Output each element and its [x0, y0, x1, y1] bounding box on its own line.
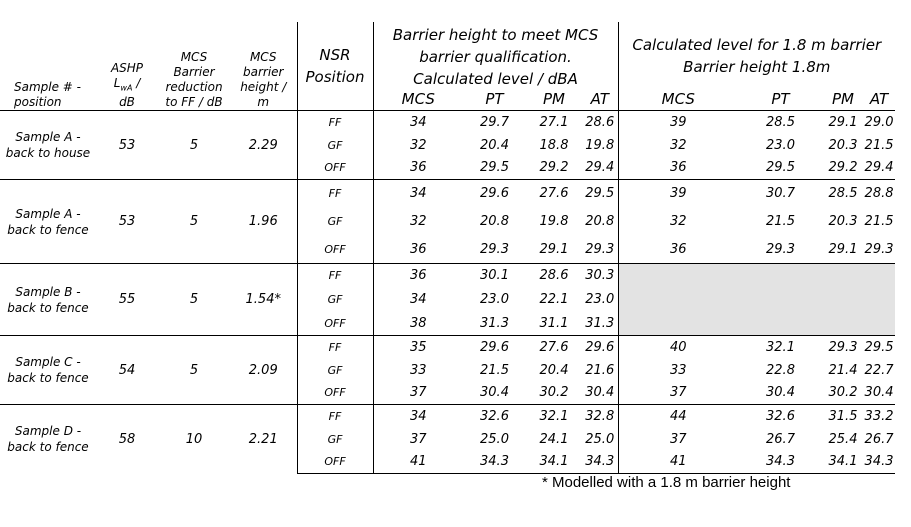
mcs-1-8m-value: 32 [669, 137, 687, 153]
mcs-value: 32 [409, 213, 427, 229]
pm-value: 24.1 [539, 431, 569, 447]
at-value: 29.5 [582, 180, 618, 207]
pt-1-8m-value: 30.7 [738, 180, 823, 207]
pm-1-8m-value: 29.3 [823, 336, 863, 359]
pm-value: 30.2 [539, 385, 569, 401]
pm-1-8m-value: 20.3 [828, 137, 858, 153]
pt-1-8m-value: 28.5 [738, 111, 823, 134]
pm-1-8m-value: 29.2 [828, 160, 858, 176]
at-1-8m-value: 33.2 [863, 405, 895, 428]
table-row [0, 180, 895, 207]
mcs-value: 33 [409, 362, 427, 378]
header-pm: PM [526, 90, 582, 111]
pm-value: 32.1 [526, 405, 582, 428]
table-body [0, 111, 895, 474]
nsr-position: OFF [297, 157, 373, 180]
pm-1-8m-value: 29.1 [828, 241, 858, 257]
pt-1-8m-value: 22.8 [766, 362, 795, 378]
pm-1-8m-value: 34.1 [823, 451, 863, 474]
no-data-shaded-block [618, 264, 895, 336]
barrier-reduction: 5 [158, 336, 230, 405]
mcs-value: 34 [373, 180, 463, 207]
pt-value: 29.5 [480, 160, 509, 176]
pm-value: 20.4 [539, 362, 569, 378]
header-mcs-2: MCS [618, 90, 738, 111]
pt-value: 34.3 [463, 451, 526, 474]
at-value: 30.4 [582, 382, 618, 405]
header-pt-2: PT [738, 90, 823, 111]
header-group-mcs-qualification: Barrier height to meet MCS barrier qualification. Calculated level / dBA [373, 22, 618, 90]
at-value: 23.0 [582, 288, 618, 312]
at-1-8m-value: 29.5 [863, 336, 895, 359]
at-value: 32.8 [582, 405, 618, 428]
mcs-value: 38 [409, 315, 427, 331]
pt-1-8m-value: 29.3 [766, 241, 795, 257]
header-mcs: MCS [373, 90, 463, 111]
mcs-1-8m-value: 36 [669, 160, 687, 176]
mcs-value: 37 [409, 385, 427, 401]
nsr-position: OFF [297, 382, 373, 405]
mcs-1-8m-value: 39 [618, 180, 738, 207]
ashp-level: 54 [96, 336, 158, 405]
mcs-1-8m-value: 37 [669, 385, 687, 401]
table-row [0, 405, 895, 428]
pm-value: 27.6 [526, 336, 582, 359]
pm-1-8m-value: 21.4 [828, 362, 858, 378]
mcs-value: 37 [409, 431, 427, 447]
at-1-8m-value: 21.5 [864, 137, 894, 153]
pm-value: 27.6 [526, 180, 582, 207]
header-pt: PT [463, 90, 526, 111]
at-value: 29.6 [582, 336, 618, 359]
pt-1-8m-value: 32.1 [738, 336, 823, 359]
barrier-reduction: 10 [158, 405, 230, 474]
at-1-8m-value: 28.8 [863, 180, 895, 207]
mcs-value: 32 [409, 137, 427, 153]
pt-1-8m-value: 34.3 [738, 451, 823, 474]
sample-label: Sample D - back to fence [0, 405, 96, 474]
header-sample: Sample # - position [0, 22, 96, 111]
pt-value: 20.4 [480, 137, 509, 153]
pm-value: 27.1 [526, 111, 582, 134]
ashp-level: 53 [96, 180, 158, 264]
at-1-8m-value: 30.4 [864, 385, 894, 401]
sample-label: Sample A - back to fence [0, 180, 96, 264]
barrier-height: 2.21 [230, 405, 297, 474]
nsr-position: FF [297, 180, 373, 207]
at-1-8m-value: 29.3 [864, 241, 894, 257]
pt-value: 29.7 [463, 111, 526, 134]
pt-1-8m-value: 32.6 [738, 405, 823, 428]
at-value: 29.3 [582, 236, 618, 264]
mcs-value: 36 [409, 241, 427, 257]
pt-value: 29.6 [463, 336, 526, 359]
pt-value: 20.8 [480, 213, 509, 229]
nsr-position: OFF [297, 312, 373, 336]
pm-1-8m-value: 29.1 [823, 111, 863, 134]
pm-value: 18.8 [539, 137, 569, 153]
pt-value: 30.4 [480, 385, 509, 401]
barrier-height: 2.29 [230, 111, 297, 180]
mcs-1-8m-value: 44 [618, 405, 738, 428]
pt-value: 21.5 [480, 362, 509, 378]
nsr-position: GF [297, 207, 373, 236]
nsr-position: FF [297, 336, 373, 359]
at-1-8m-value: 26.7 [864, 431, 894, 447]
barrier-reduction: 5 [158, 111, 230, 180]
pm-1-8m-value: 20.3 [828, 213, 858, 229]
pm-value: 29.1 [539, 241, 569, 257]
nsr-position: GF [297, 288, 373, 312]
pt-1-8m-value: 26.7 [766, 431, 795, 447]
at-value: 31.3 [582, 312, 618, 336]
pt-value: 29.6 [463, 180, 526, 207]
mcs-value: 41 [373, 451, 463, 474]
at-value: 30.3 [582, 264, 618, 288]
pm-value: 28.6 [526, 264, 582, 288]
pm-value: 29.2 [539, 160, 569, 176]
barrier-reduction: 5 [158, 180, 230, 264]
nsr-position: GF [297, 359, 373, 382]
table-row [0, 264, 895, 288]
sample-label: Sample C - back to fence [0, 336, 96, 405]
pt-1-8m-value: 29.5 [766, 160, 795, 176]
nsr-position: FF [297, 405, 373, 428]
mcs-value: 35 [373, 336, 463, 359]
mcs-1-8m-value: 32 [669, 213, 687, 229]
barrier-height: 2.09 [230, 336, 297, 405]
pm-value: 31.1 [539, 315, 569, 331]
header-nsr: NSR Position [297, 22, 373, 111]
at-value: 29.4 [582, 157, 618, 180]
pt-value: 31.3 [480, 315, 509, 331]
mcs-1-8m-value: 33 [669, 362, 687, 378]
pt-value: 25.0 [480, 431, 509, 447]
at-1-8m-value: 22.7 [864, 362, 894, 378]
pt-1-8m-value: 21.5 [766, 213, 795, 229]
table-row [0, 111, 895, 134]
nsr-position: GF [297, 134, 373, 157]
at-1-8m-value: 29.0 [863, 111, 895, 134]
nsr-position: OFF [297, 451, 373, 474]
header-ashp: ASHP $L_{wA}$ / dB [96, 22, 158, 111]
mcs-1-8m-value: 40 [618, 336, 738, 359]
pm-value: 34.1 [526, 451, 582, 474]
header-barrier-height: MCS barrier height / m [230, 22, 297, 111]
pt-1-8m-value: 23.0 [766, 137, 795, 153]
at-value: 34.3 [582, 451, 618, 474]
at-1-8m-value: 34.3 [863, 451, 895, 474]
mcs-value: 36 [373, 264, 463, 288]
pt-1-8m-value: 30.4 [766, 385, 795, 401]
pt-value: 23.0 [480, 292, 509, 307]
ashp-level: 58 [96, 405, 158, 474]
at-value: 21.6 [582, 359, 618, 382]
header-at-2: AT [863, 90, 895, 111]
barrier-reduction: 5 [158, 264, 230, 336]
barrier-height: 1.96 [230, 180, 297, 264]
barrier-height: 1.54* [230, 264, 297, 336]
ashp-level: 53 [96, 111, 158, 180]
mcs-1-8m-value: 37 [669, 431, 687, 447]
pm-value: 19.8 [539, 213, 569, 229]
mcs-1-8m-value: 39 [618, 111, 738, 134]
mcs-value: 34 [409, 292, 427, 307]
at-1-8m-value: 29.4 [864, 160, 894, 176]
header-at: AT [582, 90, 618, 111]
sample-label: Sample A - back to house [0, 111, 96, 180]
pm-1-8m-value: 25.4 [828, 431, 858, 447]
at-value: 20.8 [582, 207, 618, 236]
mcs-value: 34 [373, 405, 463, 428]
nsr-position: FF [297, 264, 373, 288]
pt-value: 32.6 [463, 405, 526, 428]
sample-label: Sample B - back to fence [0, 264, 96, 336]
mcs-value: 34 [373, 111, 463, 134]
pm-1-8m-value: 28.5 [823, 180, 863, 207]
nsr-position: FF [297, 111, 373, 134]
at-value: 28.6 [582, 111, 618, 134]
results-table [0, 22, 895, 474]
pm-1-8m-value: 30.2 [828, 385, 858, 401]
footnote: * Modelled with a 1.8 m barrier height [542, 474, 791, 491]
header-pm-2: PM [823, 90, 863, 111]
nsr-position: GF [297, 428, 373, 451]
pt-value: 30.1 [463, 264, 526, 288]
mcs-1-8m-value: 36 [669, 241, 687, 257]
at-value: 19.8 [582, 134, 618, 157]
ashp-level: 55 [96, 264, 158, 336]
table-row [0, 336, 895, 359]
nsr-position: OFF [297, 236, 373, 264]
at-1-8m-value: 21.5 [864, 213, 894, 229]
at-value: 25.0 [582, 428, 618, 451]
mcs-value: 36 [409, 160, 427, 176]
pm-1-8m-value: 31.5 [823, 405, 863, 428]
header-reduction: MCS Barrier reduction to FF / dB [158, 22, 230, 111]
header-group-1-8m: Calculated level for 1.8 m barrier Barrier height 1.8m [632, 36, 882, 76]
pt-value: 29.3 [480, 241, 509, 257]
pm-value: 22.1 [539, 292, 569, 307]
mcs-1-8m-value: 41 [618, 451, 738, 474]
